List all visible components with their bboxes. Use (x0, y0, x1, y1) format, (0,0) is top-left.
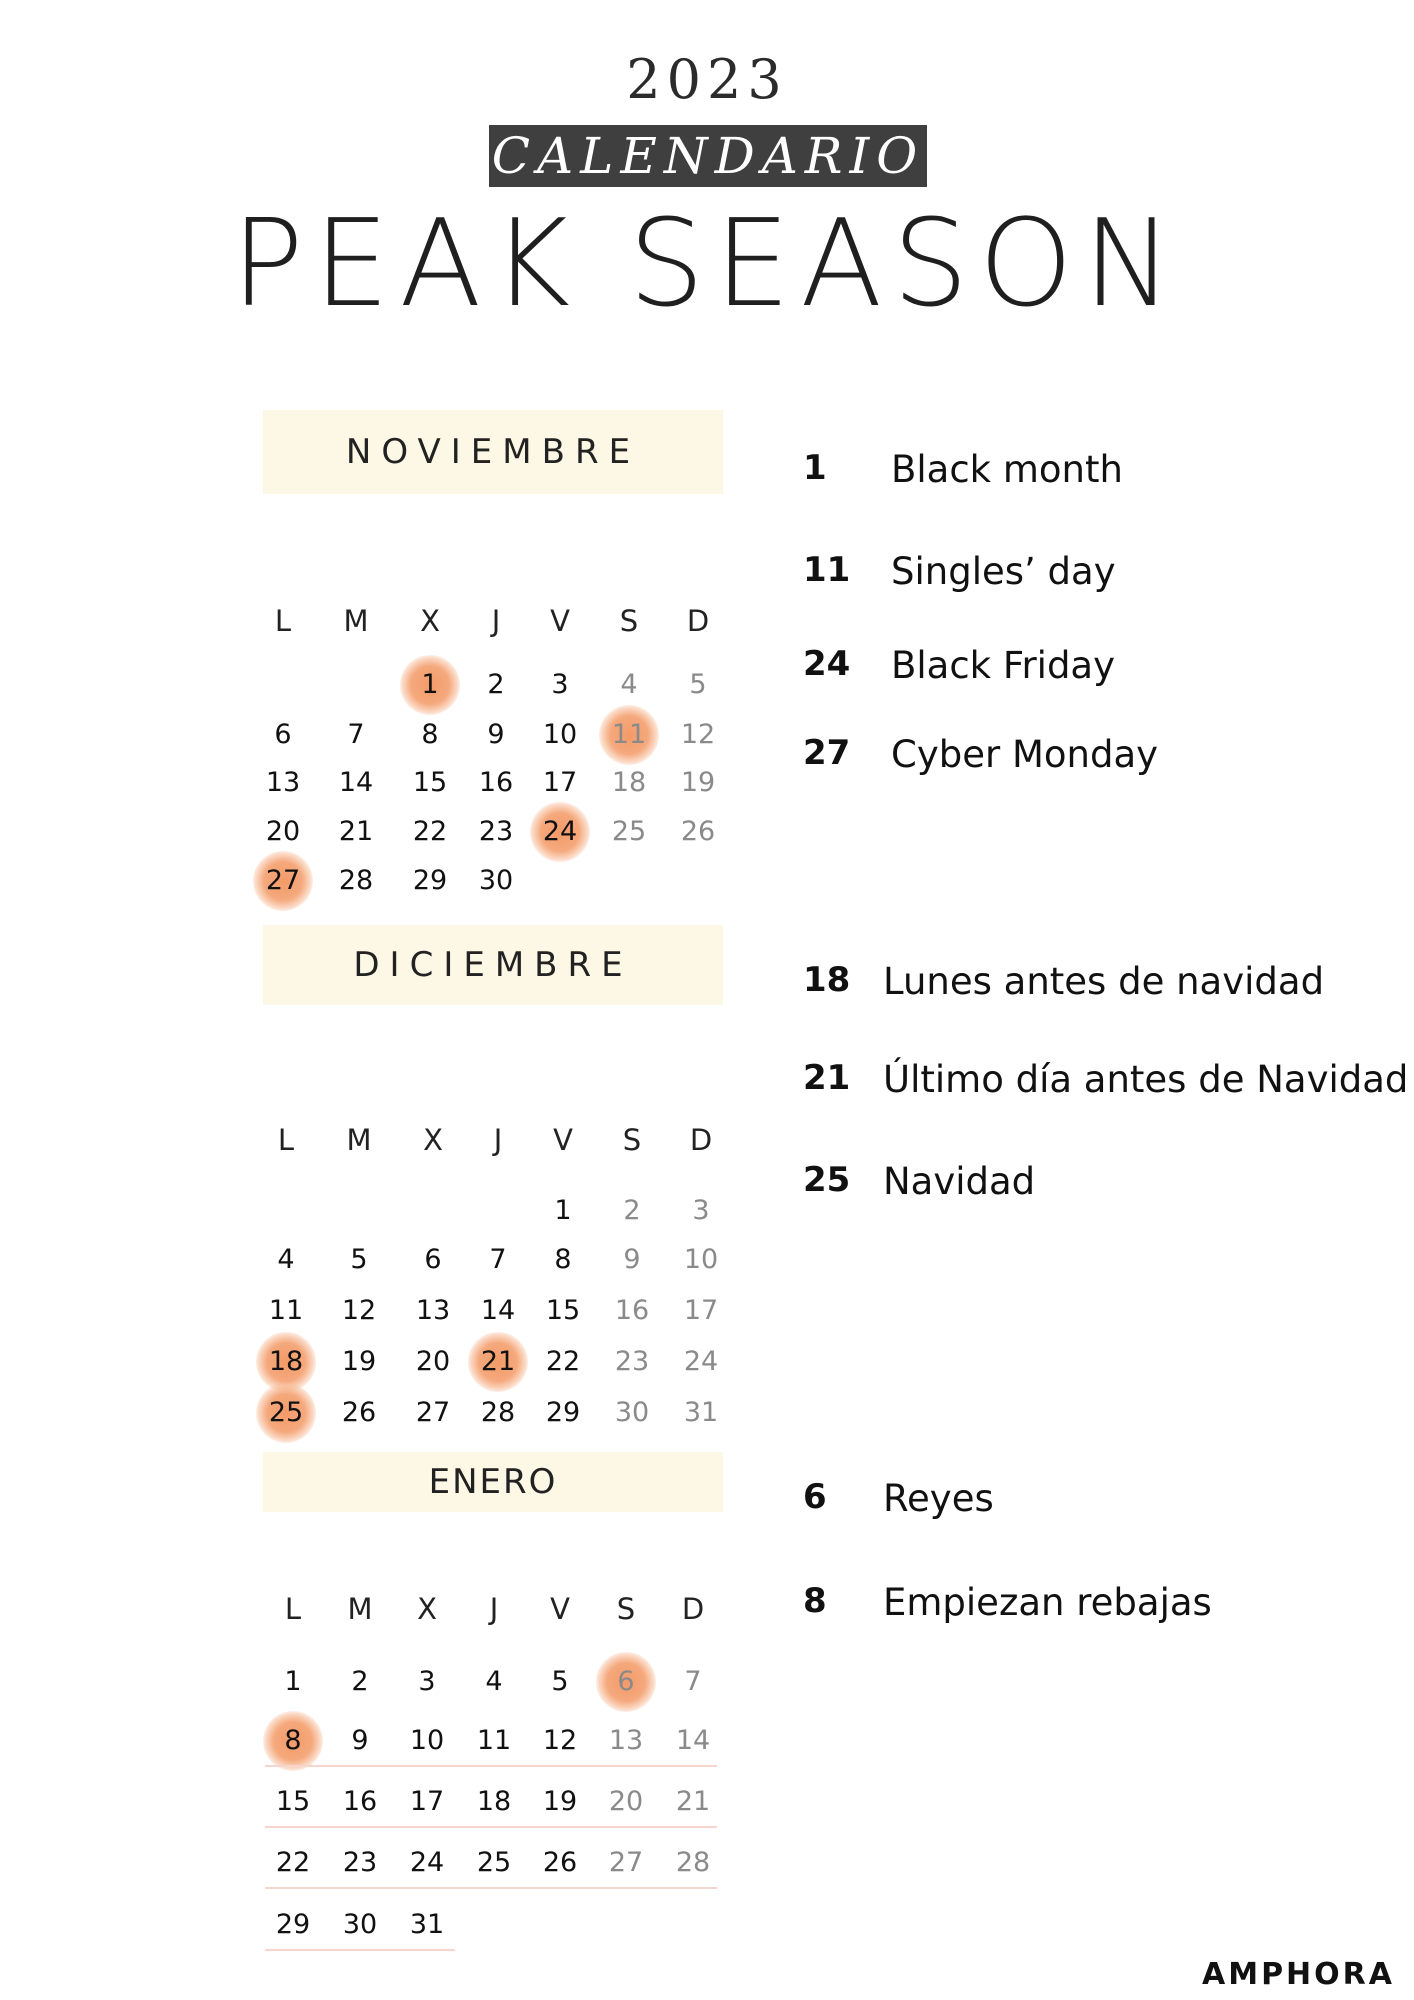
calendar-day: 9 (351, 1725, 369, 1756)
brand-logo: AMPHORA (1202, 1957, 1395, 1992)
calendar-day: 7 (489, 1244, 507, 1275)
calendar-day: 17 (409, 1786, 445, 1817)
calendar-day: 29 (545, 1397, 581, 1428)
event-title: Black month (891, 448, 1123, 491)
page-title: PEAK SEASON (231, 195, 1183, 334)
calendar-day: 5 (689, 669, 707, 700)
calendar-day: 5 (350, 1244, 368, 1275)
calendar-day: 28 (338, 865, 374, 896)
calendar-day: 30 (342, 1909, 378, 1940)
calendar-day: 3 (692, 1195, 710, 1226)
weekday-label: S (619, 604, 639, 638)
calendar-day: 15 (275, 1786, 311, 1817)
calendar-day: 24 (683, 1346, 719, 1377)
month-header: DICIEMBRE (263, 925, 723, 1005)
calendar-day: 17 (542, 767, 578, 798)
event-title: Black Friday (891, 644, 1116, 687)
calendar-day: 12 (680, 719, 716, 750)
calendar-day: 6 (424, 1244, 442, 1275)
event-title: Empiezan rebajas (883, 1581, 1212, 1624)
event-title: Reyes (883, 1477, 994, 1520)
event-day: 8 (803, 1581, 827, 1621)
calendar-day: 1 (284, 1666, 302, 1697)
calendar-day: 5 (551, 1666, 569, 1697)
calendar-day: 23 (614, 1346, 650, 1377)
highlighted-day: 1 (402, 669, 458, 700)
weekday-label: S (622, 1123, 642, 1157)
event-day: 24 (803, 644, 851, 684)
calendar-day: 30 (478, 865, 514, 896)
calendar-day: 28 (675, 1847, 711, 1878)
calendar-day: 12 (542, 1725, 578, 1756)
row-divider (265, 1765, 717, 1767)
calendar-day: 19 (680, 767, 716, 798)
weekday-label: J (493, 1123, 503, 1157)
calendar-day: 14 (480, 1295, 516, 1326)
calendar-day: 16 (614, 1295, 650, 1326)
row-divider (265, 1949, 455, 1951)
highlighted-day: 6 (598, 1666, 654, 1697)
highlighted-day: 21 (470, 1346, 526, 1377)
calendar-day: 11 (268, 1295, 304, 1326)
weekday-label: J (489, 1592, 499, 1626)
calendar-day: 21 (338, 816, 374, 847)
weekday-label: X (420, 604, 440, 638)
weekday-label: D (689, 1123, 713, 1157)
weekday-label: L (277, 1123, 295, 1157)
weekday-label: L (284, 1592, 302, 1626)
weekday-label: X (417, 1592, 437, 1626)
calendar-label: CALENDARIO (489, 125, 927, 187)
event-day: 6 (803, 1477, 827, 1517)
calendar-day: 10 (542, 719, 578, 750)
calendar-day: 4 (277, 1244, 295, 1275)
calendar-day: 17 (683, 1295, 719, 1326)
weekday-label: V (553, 1123, 573, 1157)
calendar-day: 14 (338, 767, 374, 798)
event-day: 25 (803, 1160, 851, 1200)
calendar-day: 4 (485, 1666, 503, 1697)
calendar-day: 1 (554, 1195, 572, 1226)
calendar-day: 15 (545, 1295, 581, 1326)
calendar-day: 25 (476, 1847, 512, 1878)
calendar-day: 16 (342, 1786, 378, 1817)
calendar-day: 23 (478, 816, 514, 847)
calendar-day: 31 (683, 1397, 719, 1428)
month-header: NOVIEMBRE (263, 410, 723, 494)
weekday-label: V (550, 604, 570, 638)
month-enero (263, 1452, 723, 1940)
calendar-day: 16 (478, 767, 514, 798)
calendar-day: 22 (545, 1346, 581, 1377)
calendar-day: 24 (409, 1847, 445, 1878)
calendar-day: 26 (542, 1847, 578, 1878)
calendar-day: 30 (614, 1397, 650, 1428)
calendar-day: 18 (476, 1786, 512, 1817)
calendar-day: 3 (551, 669, 569, 700)
calendar-day: 19 (542, 1786, 578, 1817)
calendar-day: 25 (611, 816, 647, 847)
calendar-day: 11 (476, 1725, 512, 1756)
weekday-label: D (681, 1592, 705, 1626)
calendar-day: 6 (274, 719, 292, 750)
calendar-day: 10 (683, 1244, 719, 1275)
row-divider (265, 1887, 717, 1889)
calendar-day: 8 (421, 719, 439, 750)
calendar-day: 28 (480, 1397, 516, 1428)
calendar-day: 22 (275, 1847, 311, 1878)
calendar-day: 15 (412, 767, 448, 798)
calendar-day: 22 (412, 816, 448, 847)
calendar-day: 29 (275, 1909, 311, 1940)
highlighted-day: 24 (532, 816, 588, 847)
calendar-day: 20 (415, 1346, 451, 1377)
calendar-day: 27 (415, 1397, 451, 1428)
calendar-day: 2 (351, 1666, 369, 1697)
month-diciembre (263, 925, 723, 1428)
calendar-day: 29 (412, 865, 448, 896)
month-noviembre (263, 410, 723, 896)
calendar-day: 31 (409, 1909, 445, 1940)
calendar-day: 26 (341, 1397, 377, 1428)
highlighted-day: 11 (601, 719, 657, 750)
weekday-label: M (343, 604, 369, 638)
calendar-day: 14 (675, 1725, 711, 1756)
calendar-day: 26 (680, 816, 716, 847)
calendar-day: 20 (265, 816, 301, 847)
calendar-day: 7 (684, 1666, 702, 1697)
year-label: 2023 (626, 48, 788, 111)
event-day: 27 (803, 733, 851, 773)
weekday-label: L (274, 604, 292, 638)
event-day: 11 (803, 550, 851, 590)
calendar-day: 9 (487, 719, 505, 750)
row-divider (265, 1826, 717, 1828)
highlighted-day: 8 (265, 1725, 321, 1756)
calendar-day: 2 (623, 1195, 641, 1226)
calendar-day: 27 (608, 1847, 644, 1878)
weekday-label: J (491, 604, 501, 638)
event-day: 1 (803, 448, 827, 488)
calendar-day: 3 (418, 1666, 436, 1697)
event-title: Lunes antes de navidad (883, 960, 1325, 1003)
calendar-day: 18 (611, 767, 647, 798)
event-title: Navidad (883, 1160, 1036, 1203)
event-day: 21 (803, 1058, 851, 1098)
highlighted-day: 18 (258, 1346, 314, 1377)
event-title: Cyber Monday (891, 733, 1159, 776)
calendar-day: 7 (347, 719, 365, 750)
highlighted-day: 27 (255, 865, 311, 896)
calendar-day: 21 (675, 1786, 711, 1817)
calendar-day: 13 (608, 1725, 644, 1756)
weekday-label: V (550, 1592, 570, 1626)
calendar-day: 13 (415, 1295, 451, 1326)
calendar-day: 10 (409, 1725, 445, 1756)
month-header: ENERO (263, 1452, 723, 1512)
event-title: Último día antes de Navidad (883, 1058, 1409, 1101)
weekday-label: S (616, 1592, 636, 1626)
calendar-day: 2 (487, 669, 505, 700)
weekday-label: M (346, 1123, 372, 1157)
calendar-day: 20 (608, 1786, 644, 1817)
calendar-day: 8 (554, 1244, 572, 1275)
highlighted-day: 25 (258, 1397, 314, 1428)
calendar-day: 9 (623, 1244, 641, 1275)
weekday-label: D (686, 604, 710, 638)
event-title: Singles’ day (891, 550, 1116, 593)
weekday-label: M (347, 1592, 373, 1626)
calendar-day: 13 (265, 767, 301, 798)
calendar-day: 23 (342, 1847, 378, 1878)
calendar-day: 19 (341, 1346, 377, 1377)
calendar-day: 12 (341, 1295, 377, 1326)
calendar-day: 4 (620, 669, 638, 700)
event-day: 18 (803, 960, 851, 1000)
weekday-label: X (423, 1123, 443, 1157)
